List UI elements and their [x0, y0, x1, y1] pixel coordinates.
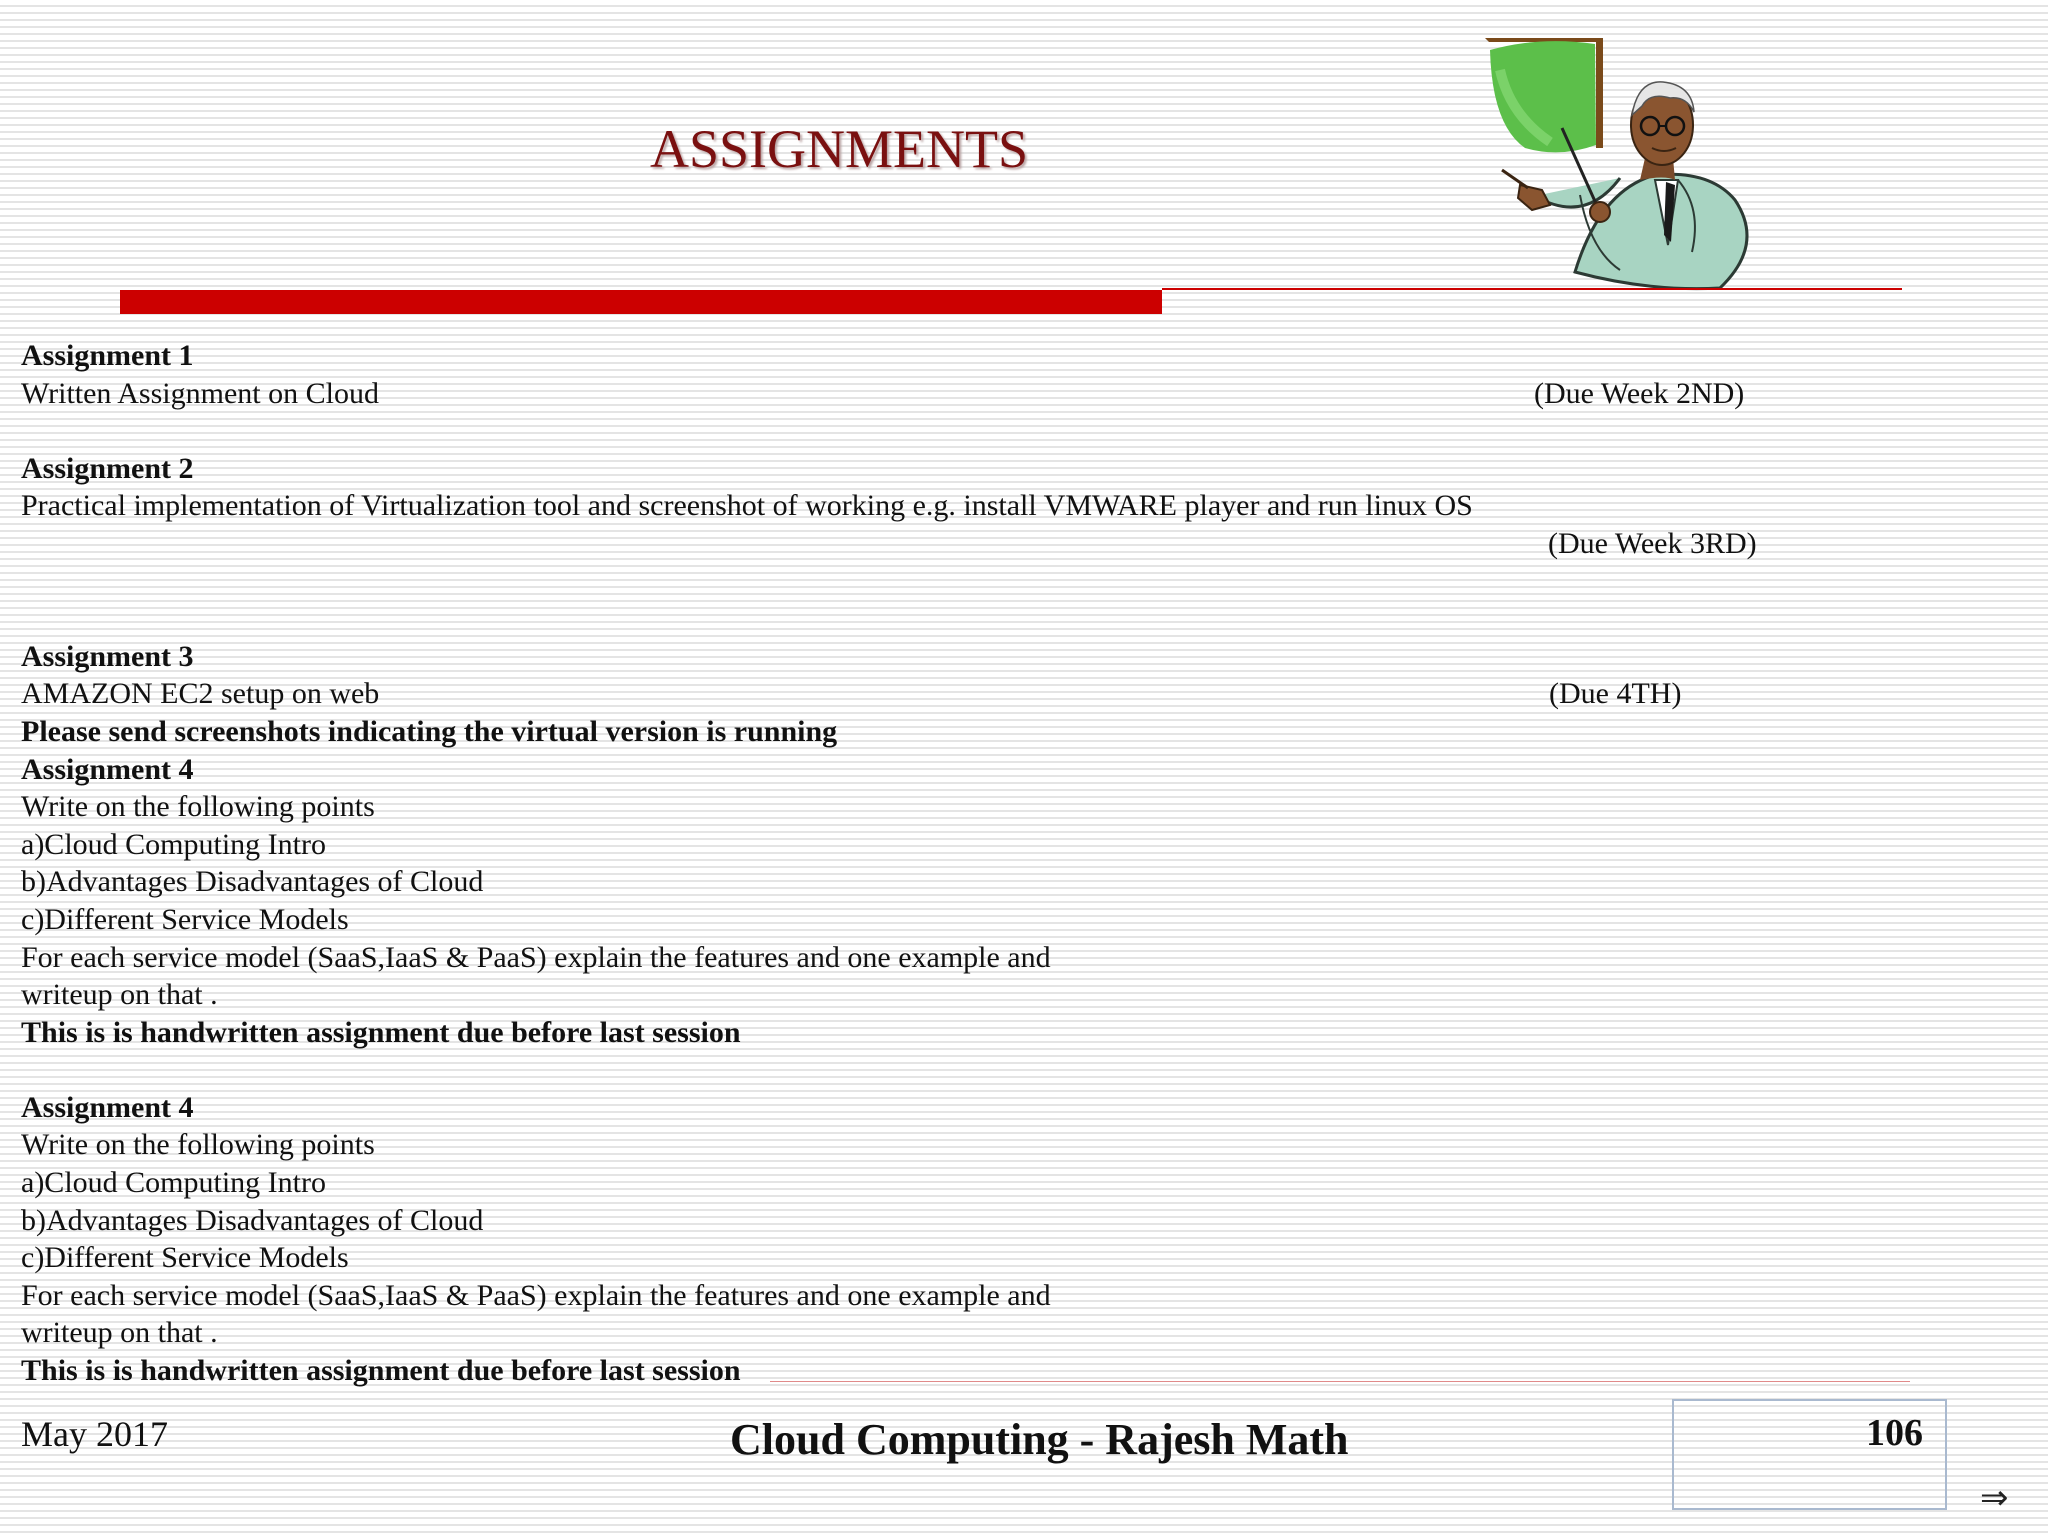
- line-text: Assignment 4: [21, 1090, 194, 1124]
- assignment-text-line: [21, 675, 1901, 713]
- line-text: writeup on that .: [21, 978, 218, 1012]
- assignment-heading-line: [21, 450, 1901, 488]
- teacher-pointing-at-board-icon: [1480, 30, 1780, 295]
- line-text: b)Advantages Disadvantages of Cloud: [21, 865, 484, 899]
- assignment-text-line: [21, 487, 1901, 525]
- assignment-text-line: [21, 901, 1901, 939]
- line-text: AMAZON EC2 setup on web: [21, 677, 380, 711]
- due-date-label: (Due Week 2ND): [1534, 376, 1745, 410]
- line-text: c)Different Service Models: [21, 1241, 349, 1275]
- assignment-heading-line: [21, 751, 1901, 789]
- line-text: Assignment 1: [21, 339, 194, 372]
- assignment-heading-line: [21, 713, 1901, 751]
- assignment-text-line: [21, 788, 1901, 826]
- assignment-heading-line: [21, 1014, 1901, 1052]
- page-number: 106: [1866, 1412, 1923, 1454]
- assignment-text-line: [21, 1126, 1901, 1164]
- assignment-text-line: [21, 976, 1901, 1014]
- assignment-text-line: [21, 863, 1901, 901]
- assignment-text-line: [21, 600, 1901, 638]
- assignment-text-line: [21, 939, 1901, 977]
- next-slide-arrow-icon[interactable]: ⇒: [1980, 1478, 2009, 1518]
- line-text: c)Different Service Models: [21, 902, 349, 936]
- line-text: Please send screenshots indicating the virtual version is running: [21, 714, 838, 748]
- line-text: Write on the following points: [21, 790, 375, 824]
- title-underline-thin-rule: [1162, 288, 1902, 290]
- assignment-heading-line: [21, 337, 1901, 375]
- line-text: Written Assignment on Cloud: [21, 376, 379, 410]
- assignment-text-line: [21, 412, 1901, 450]
- assignment-list: [21, 337, 1901, 1390]
- line-text: For each service model (SaaS,IaaS & PaaS) explain the features and one example and: [21, 1278, 1051, 1312]
- line-text: This is is handwritten assignment due before last session: [21, 1015, 741, 1049]
- assignment-text-line: [21, 1051, 1901, 1089]
- assignment-text-line: [21, 525, 1901, 563]
- line-text: Assignment 4: [21, 752, 194, 786]
- footer-title: Cloud Computing - Rajesh Math: [730, 1415, 1349, 1464]
- line-text: Assignment 2: [21, 451, 194, 485]
- assignment-text-line: [21, 826, 1901, 864]
- line-text: For each service model (SaaS,IaaS & PaaS) explain the features and one example and: [21, 940, 1051, 974]
- assignment-text-line: [21, 375, 1901, 413]
- line-text: This is is handwritten assignment due before last session: [21, 1354, 741, 1388]
- assignment-text-line: [21, 1164, 1901, 1202]
- due-date-label: (Due Week 3RD): [1548, 526, 1757, 560]
- assignment-heading-line: [21, 1352, 1901, 1390]
- line-text: a)Cloud Computing Intro: [21, 1166, 326, 1200]
- assignment-text-line: [21, 1277, 1901, 1315]
- assignment-heading-line: [21, 638, 1901, 676]
- line-text: Practical implementation of Virtualization tool and screenshot of working e.g. install VMWARE player and run linux OS: [21, 489, 1473, 523]
- due-date-label: (Due 4TH): [1549, 677, 1682, 711]
- assignment-text-line: [21, 1202, 1901, 1240]
- footer-date: May 2017: [21, 1414, 168, 1454]
- line-text: b)Advantages Disadvantages of Cloud: [21, 1203, 484, 1237]
- footer-divider: [770, 1381, 1910, 1382]
- assignment-text-line: [21, 563, 1901, 601]
- line-text: Write on the following points: [21, 1128, 375, 1162]
- line-text: Assignment 3: [21, 639, 194, 673]
- assignment-text-line: [21, 1239, 1901, 1277]
- line-text: a)Cloud Computing Intro: [21, 827, 326, 861]
- assignment-heading-line: [21, 1089, 1901, 1127]
- assignment-text-line: [21, 1314, 1901, 1352]
- title-underline-bar: [120, 290, 1162, 314]
- slide-title: ASSIGNMENTS: [650, 119, 1029, 179]
- line-text: writeup on that .: [21, 1316, 218, 1350]
